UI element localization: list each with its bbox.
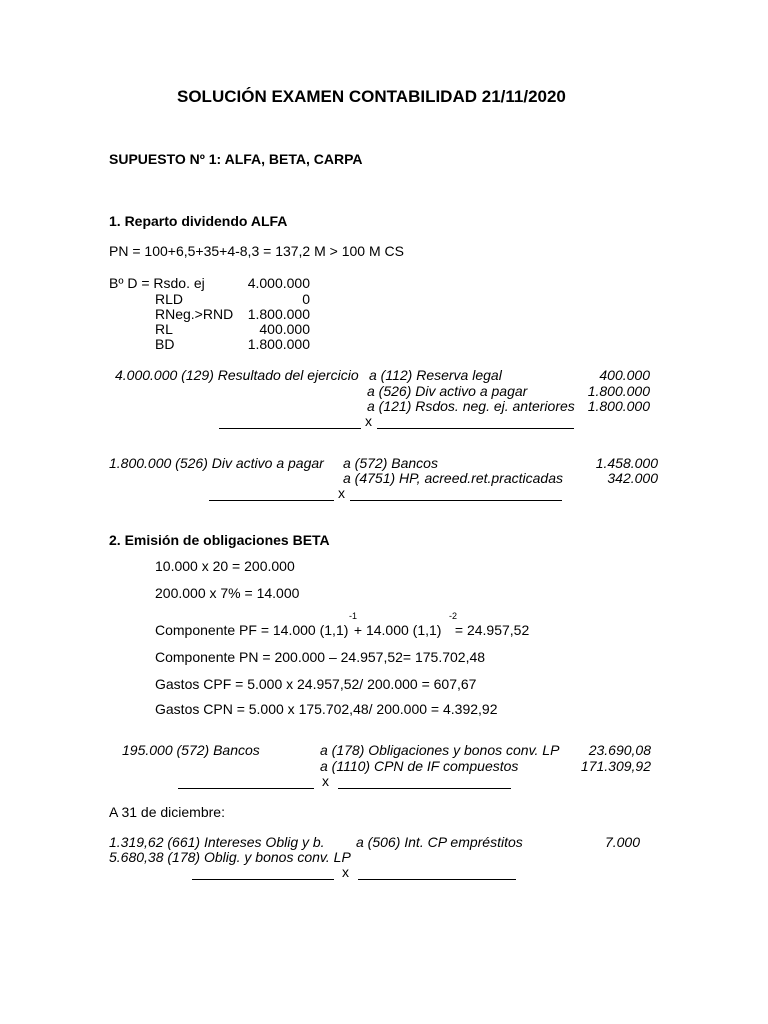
bd-value: 1.800.000: [247, 306, 310, 322]
pf-formula-part: + 14.000 (1,1): [350, 622, 442, 638]
entry-credit-amount: 1.800.000: [587, 398, 650, 414]
entry-debit: 1.800.000 (526) Div activo a pagar: [109, 455, 324, 471]
entry-credit-account: a (4751) HP, acreed.ret.practicadas: [343, 470, 563, 486]
entry-rule-left: [219, 428, 361, 429]
supuesto-heading: SUPUESTO Nº 1: ALFA, BETA, CARPA: [109, 151, 363, 167]
gastos-cpn: Gastos CPN = 5.000 x 175.702,48/ 200.000 = 4.392,92: [155, 701, 498, 717]
entry-rule-left: [209, 500, 334, 501]
bd-value: 400.000: [259, 321, 310, 337]
entry-rule-right: [358, 879, 516, 880]
entry-separator: x: [365, 413, 372, 429]
entry-rule-right: [338, 788, 511, 789]
entry-separator: x: [342, 864, 349, 880]
bd-label: RNeg.>RND: [155, 306, 234, 322]
entry-credit-account: a (572) Bancos: [343, 455, 438, 471]
entry-rule-right: [350, 500, 562, 501]
calc-line: 200.000 x 7% = 14.000: [155, 585, 300, 601]
bd-label: RLD: [155, 291, 184, 307]
dec31-label: A 31 de diciembre:: [109, 804, 225, 820]
entry-credit-amount: 342.000: [607, 470, 658, 486]
entry-debit: 5.680,38 (178) Oblig. y bonos conv. LP: [109, 849, 351, 865]
entry-credit-account: a (526) Div activo a pagar: [367, 383, 528, 399]
entry-credit-amount: 400.000: [599, 367, 650, 383]
pn-component: Componente PN = 200.000 – 24.957,52= 175.702,48: [155, 649, 486, 665]
bd-label: Bº D = Rsdo. ej: [109, 275, 205, 291]
entry-credit-account: a (506) Int. CP empréstitos: [356, 834, 523, 850]
entry-credit-amount: 1.458.000: [595, 455, 658, 471]
entry-rule-left: [178, 788, 314, 789]
bd-label: BD: [155, 336, 175, 352]
entry-credit-account: a (121) Rsdos. neg. ej. anteriores: [367, 398, 575, 414]
entry-debit: 4.000.000 (129) Resultado del ejercicio: [115, 367, 359, 383]
document-title: SOLUCIÓN EXAMEN CONTABILIDAD 21/11/2020: [177, 87, 566, 106]
entry-debit: 195.000 (572) Bancos: [122, 742, 260, 758]
bd-label: RL: [155, 321, 173, 337]
entry-credit-amount: 7.000: [604, 834, 640, 850]
entry-credit-account: a (112) Reserva legal: [369, 367, 502, 383]
entry-credit-amount: 23.690,08: [588, 742, 651, 758]
pf-formula-part: Componente PF = 14.000 (1,1): [155, 622, 349, 638]
pf-formula-part: = 24.957,52: [451, 622, 530, 638]
entry-credit-account: a (1110) CPN de IF compuestos: [320, 758, 519, 774]
entry-rule-right: [377, 428, 574, 429]
exponent: -2: [449, 611, 458, 621]
entry-credit-amount: 171.309,92: [580, 758, 651, 774]
bd-value: 0: [302, 291, 310, 307]
bd-value: 1.800.000: [247, 336, 310, 352]
entry-credit-amount: 1.800.000: [587, 383, 650, 399]
gastos-cpf: Gastos CPF = 5.000 x 24.957,52/ 200.000 = 607,67: [155, 676, 477, 692]
calc-line: 10.000 x 20 = 200.000: [155, 558, 295, 574]
entry-separator: x: [338, 485, 345, 501]
entry-credit-account: a (178) Obligaciones y bonos conv. LP: [320, 742, 560, 758]
entry-debit: 1.319,62 (661) Intereses Oblig y b.: [109, 834, 325, 850]
pn-formula: PN = 100+6,5+35+4-8,3 = 137,2 M > 100 M CS: [109, 243, 404, 259]
entry-separator: x: [322, 773, 329, 789]
section-2-heading: 2. Emisión de obligaciones BETA: [109, 532, 330, 548]
exponent: -1: [349, 611, 358, 621]
section-1-heading: 1. Reparto dividendo ALFA: [109, 213, 288, 229]
bd-value: 4.000.000: [247, 275, 310, 291]
entry-rule-left: [192, 879, 334, 880]
